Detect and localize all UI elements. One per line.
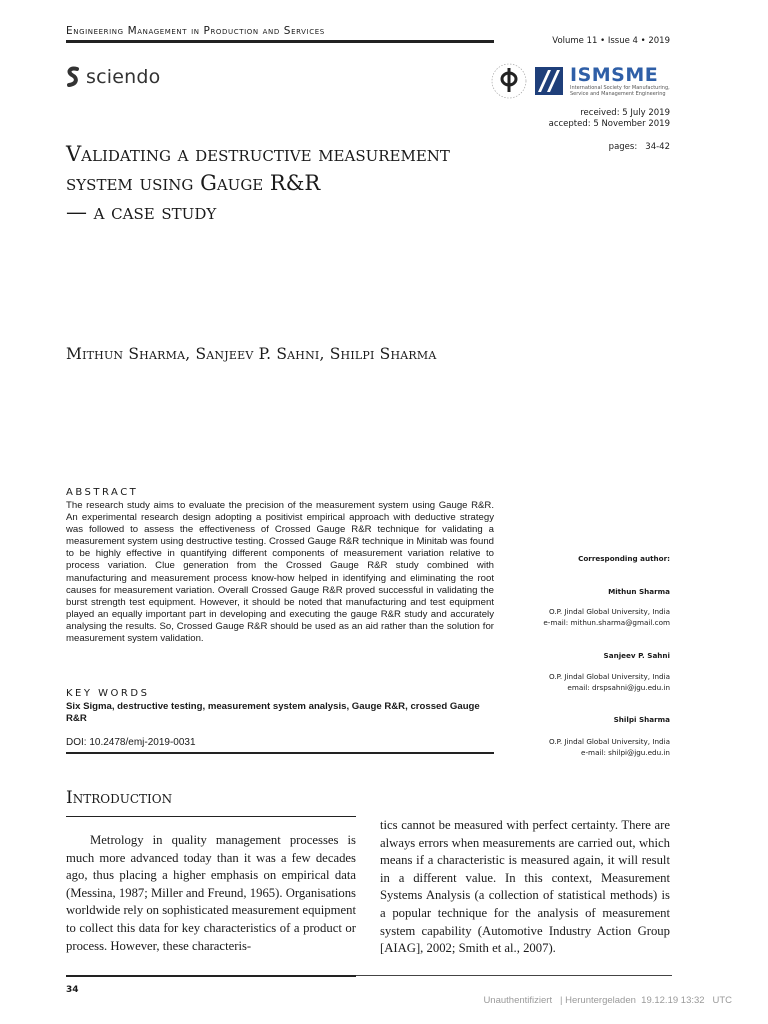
corr-author-affiliation: O.P. Jindal Global University, India [548, 672, 670, 681]
footer-rule-accent [66, 975, 356, 977]
corr-author-name: Sanjeev P. Sahni [603, 651, 670, 660]
header-rule [66, 40, 494, 43]
corr-author-email[interactable]: email: drspsahni@jgu.edu.in [567, 683, 670, 692]
download-watermark: Unauthentifiziert | Heruntergeladen 19.12.19 13:32 UTC [483, 995, 732, 1006]
abstract-heading: ABSTRACT [66, 487, 139, 498]
article-title [66, 140, 536, 227]
section-rule [66, 816, 356, 817]
corr-author-email[interactable]: e-mail: mithun.sharma@gmail.com [543, 618, 670, 627]
received-date: received: 5 July 2019 [580, 108, 670, 118]
article-dates [549, 108, 670, 130]
body-paragraph: tics cannot be measured with perfect certainty. There are always errors when measurements are carried out, which means if a characteristic is measured again, it will result in a different value. In this context, Measurement Systems Analysis (a collection of statistical methods) is a popular technique for the analysis of measurement system capability (Automotive Industry Action Group [AIAG], 2002; Smith et al., 2007). [380, 818, 670, 956]
right-column [380, 817, 670, 958]
body-paragraph: Metrology in quality management processes is much more advanced today than it was a few decades ago, thus placing a higher emphasis on empirical data (Messina, 1987; Miller and Freund, 1965). Organisations worldwide rely on sophisticated measurement equipment to collect this data for key characteristics of a product or process. However, these characteris- [66, 833, 356, 953]
author-list: Mithun Sharma, Sanjeev P. Sahni, Shilpi Sharma [66, 345, 437, 363]
corr-author-name: Shilpi Sharma [613, 715, 670, 724]
corr-author-email[interactable]: e-mail: shilpi@jgu.edu.in [581, 748, 670, 757]
phi-seal-icon [490, 62, 528, 100]
abstract-rule [66, 752, 494, 754]
keywords-heading: KEY WORDS [66, 688, 150, 699]
left-column [66, 832, 356, 955]
volume-issue: Volume 11 • Issue 4 • 2019 [552, 36, 670, 46]
corr-author-affiliation: O.P. Jindal Global University, India [548, 607, 670, 616]
ismsme-mark-icon [534, 66, 564, 96]
accepted-date: accepted: 5 November 2019 [548, 119, 670, 129]
page-range: pages: 34-42 [608, 142, 670, 152]
publisher-name: sciendo [86, 66, 161, 88]
corr-author-name: Mithun Sharma [608, 587, 670, 596]
abstract-text: The research study aims to evaluate the precision of the measurement system using Gauge R&R. An experimental research design adopting a positivist empirical approach with deductive strategy was followed to assess the effectiveness of Crossed Gauge R&R technique for validating a measurement system using destructive testing. Crossed Gauge R&R technique in Minitab was found to be highly effective in quantifying different components of measurement variation relative to process variation. Clue generation from the Crossed Gauge R&R study combined with manufacturing and measurement process know-how helped in identifying and eliminating the root causes for measurement variation. Overall Crossed Gauge R&R proved successful in validating the burst strength test equipment. However, it should be noted that manufacturing and test equipment played an equally important part in developing and executing the gauge R&R study and accurately analysing the results. So, Crossed Gauge R&R should be used as an aid rather than the solution for measurement system validation. [66, 500, 494, 645]
journal-name: Engineering Management in Production and Services [66, 25, 325, 37]
title-line: Validating a destructive measurement [66, 142, 450, 166]
society-logo-text: ISMSME [570, 64, 659, 86]
society-logos [490, 62, 680, 100]
society-name: International Society for Manufacturing, Service and Management Engineering [570, 85, 670, 97]
sciendo-logo [66, 66, 160, 88]
society-wordmark [570, 65, 680, 97]
corresponding-label: Corresponding author: [578, 554, 670, 563]
title-line: — a case study [66, 200, 217, 224]
sciendo-icon [66, 66, 80, 88]
section-heading-introduction: Introduction [66, 788, 173, 808]
page-number: 34 [66, 985, 79, 995]
doi[interactable]: DOI: 10.2478/emj-2019-0031 [66, 737, 196, 748]
corr-author-affiliation: O.P. Jindal Global University, India [548, 737, 670, 746]
title-line: system using Gauge R&R [66, 171, 321, 195]
keywords-text: Six Sigma, destructive testing, measurement system analysis, Gauge R&R, crossed Gauge R&R [66, 701, 480, 724]
